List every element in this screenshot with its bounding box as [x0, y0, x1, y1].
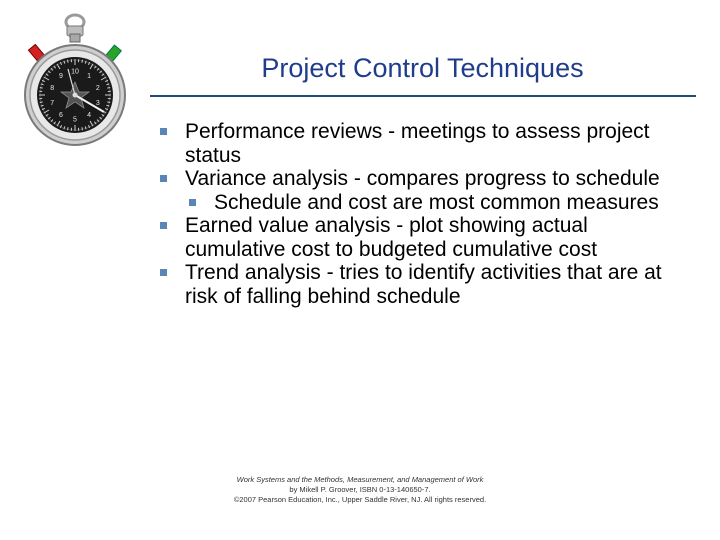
dial-number: 3	[95, 99, 100, 107]
sub-bullet-item	[189, 191, 680, 215]
dial-tick	[40, 102, 43, 103]
title-underline	[150, 95, 696, 97]
bullet-item	[160, 261, 680, 308]
bullet-text: Performance reviews - meetings to assess project status	[185, 120, 650, 167]
bullet-item	[160, 120, 680, 167]
dial-number: 8	[50, 85, 55, 93]
dial-number: 5	[73, 116, 77, 124]
footer-copyright: ©2007 Pearson Education, Inc., Upper Saddle River, NJ. All rights reserved.	[233, 495, 487, 504]
bullet-item	[160, 167, 680, 191]
stopwatch-icon	[20, 12, 130, 152]
dial-number: 10	[71, 68, 79, 76]
footer-author: by Mikell P. Groover, ISBN 0-13-140650-7.	[289, 485, 431, 494]
bullet-text: Trend analysis - tries to identify activities that are at risk of falling behind schedule	[185, 261, 662, 308]
square-bullet-icon	[160, 222, 167, 229]
bullet-text: Variance analysis - compares progress to schedule	[185, 167, 660, 190]
dial-number: 1	[87, 73, 92, 81]
copyright-footer	[195, 475, 525, 505]
square-bullet-icon	[160, 175, 167, 182]
dial-tick	[107, 88, 110, 89]
slide-title: Project Control Techniques	[261, 53, 584, 83]
dial-number: 2	[95, 85, 100, 93]
bullet-list	[160, 120, 680, 308]
dial-number: 7	[50, 99, 55, 107]
dial-tick	[82, 60, 83, 63]
dial-tick	[82, 127, 83, 130]
square-bullet-icon	[160, 128, 167, 135]
dial-tick	[68, 127, 69, 130]
footer-book-title: Work Systems and the Methods, Measurement, and Management of Work	[236, 475, 484, 484]
dial-number: 4	[87, 111, 92, 119]
square-bullet-icon	[160, 269, 167, 276]
dial-number: 9	[58, 73, 63, 81]
bullet-text: Schedule and cost are most common measures	[214, 190, 659, 214]
bullet-text: Earned value analysis - plot showing actual cumulative cost to budgeted cumulative cost	[185, 214, 598, 261]
bullet-item	[160, 214, 680, 261]
dial-tick	[68, 60, 69, 63]
dial-number: 6	[58, 111, 63, 119]
dial-tick	[40, 88, 43, 89]
square-bullet-icon	[189, 199, 196, 206]
dial-tick	[107, 102, 110, 103]
